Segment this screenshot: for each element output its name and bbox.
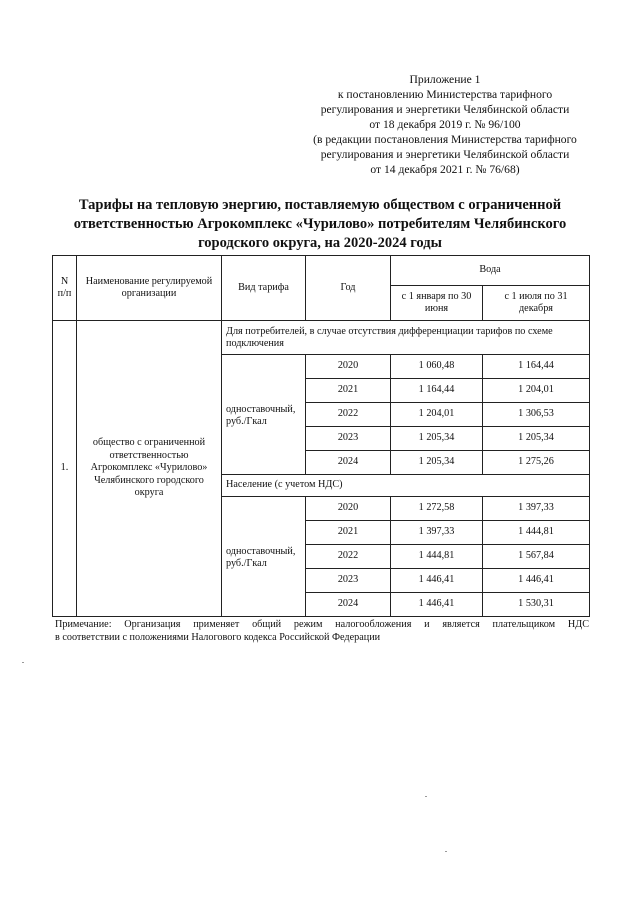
header-tariff-type: Вид тарифа — [222, 256, 306, 321]
value-cell: 1 275,26 — [483, 451, 590, 475]
value-cell: 1 164,44 — [391, 379, 483, 403]
value-cell: 1 567,84 — [483, 545, 590, 569]
year-cell: 2024 — [306, 593, 391, 617]
value-cell: 1 204,01 — [483, 379, 590, 403]
value-cell: 1 060,48 — [391, 355, 483, 379]
header-organization: Наименование регулируемой организации — [77, 256, 222, 321]
appendix-line: (в редакции постановления Министерства тарифного — [313, 133, 577, 146]
footnote-line: Примечание: Организация применяет общий режим налогообложения и является плательщиком НДС — [55, 619, 589, 630]
value-cell: 1 446,41 — [391, 593, 483, 617]
scan-speck — [425, 796, 427, 797]
header-period-2: с 1 июля по 31 декабря — [483, 286, 590, 321]
value-cell: 1 205,34 — [483, 427, 590, 451]
header-num: N п/п — [53, 256, 77, 321]
document-title — [60, 196, 580, 253]
year-cell: 2022 — [306, 545, 391, 569]
appendix-line: регулирования и энергетики Челябинской области — [320, 148, 570, 161]
value-cell: 1 397,33 — [483, 497, 590, 521]
value-cell: 1 446,41 — [391, 569, 483, 593]
value-cell: 1 446,41 — [483, 569, 590, 593]
year-cell: 2024 — [306, 451, 391, 475]
year-cell: 2023 — [306, 427, 391, 451]
group-title: Население (с учетом НДС) — [222, 475, 590, 497]
year-cell: 2022 — [306, 403, 391, 427]
footnote-line: в соответствии с положениями Налогового кодекса Российской Федерации — [55, 631, 381, 643]
appendix-line: Приложение 1 — [409, 73, 481, 86]
value-cell: 1 205,34 — [391, 451, 483, 475]
value-cell: 1 444,81 — [483, 521, 590, 545]
appendix-line: от 14 декабря 2021 г. № 76/68) — [370, 163, 520, 176]
year-cell: 2020 — [306, 355, 391, 379]
scan-speck — [22, 662, 24, 663]
year-cell: 2023 — [306, 569, 391, 593]
value-cell: 1 397,33 — [391, 521, 483, 545]
header-period-1: с 1 января по 30 июня — [391, 286, 483, 321]
appendix-header — [290, 72, 600, 177]
organization-name: общество с ограниченной ответственностью Агрокомплекс «Чурилово» Челябинского городского округа — [77, 321, 222, 617]
value-cell: 1 204,01 — [391, 403, 483, 427]
row-number: 1. — [53, 321, 77, 617]
header-water: Вода — [391, 256, 590, 286]
header-year: Год — [306, 256, 391, 321]
group-title: Для потребителей, в случае отсутствия дифференциации тарифов по схеме подключения — [222, 321, 590, 355]
year-cell: 2021 — [306, 379, 391, 403]
value-cell: 1 444,81 — [391, 545, 483, 569]
value-cell: 1 306,53 — [483, 403, 590, 427]
value-cell: 1 164,44 — [483, 355, 590, 379]
title-line: Тарифы на тепловую энергию, поставляемую обществом с ограниченной — [78, 197, 562, 213]
year-cell: 2020 — [306, 497, 391, 521]
value-cell: 1 205,34 — [391, 427, 483, 451]
value-cell: 1 272,58 — [391, 497, 483, 521]
appendix-line: от 18 декабря 2019 г. № 96/100 — [369, 118, 521, 131]
value-cell: 1 530,31 — [483, 593, 590, 617]
appendix-line: к постановлению Министерства тарифного — [337, 88, 553, 101]
tariff-type: одноставочный, руб./Гкал — [222, 497, 306, 617]
footnote — [55, 619, 589, 644]
scan-speck — [445, 851, 447, 852]
title-line: городского округа, на 2020-2024 годы — [198, 235, 442, 251]
year-cell: 2021 — [306, 521, 391, 545]
title-line: ответственностью Агрокомплекс «Чурилово» потребителям Челябинского — [73, 216, 567, 232]
tariff-type: одноставочный, руб./Гкал — [222, 355, 306, 475]
tariffs-table — [52, 255, 590, 617]
appendix-line: регулирования и энергетики Челябинской области — [320, 103, 570, 116]
